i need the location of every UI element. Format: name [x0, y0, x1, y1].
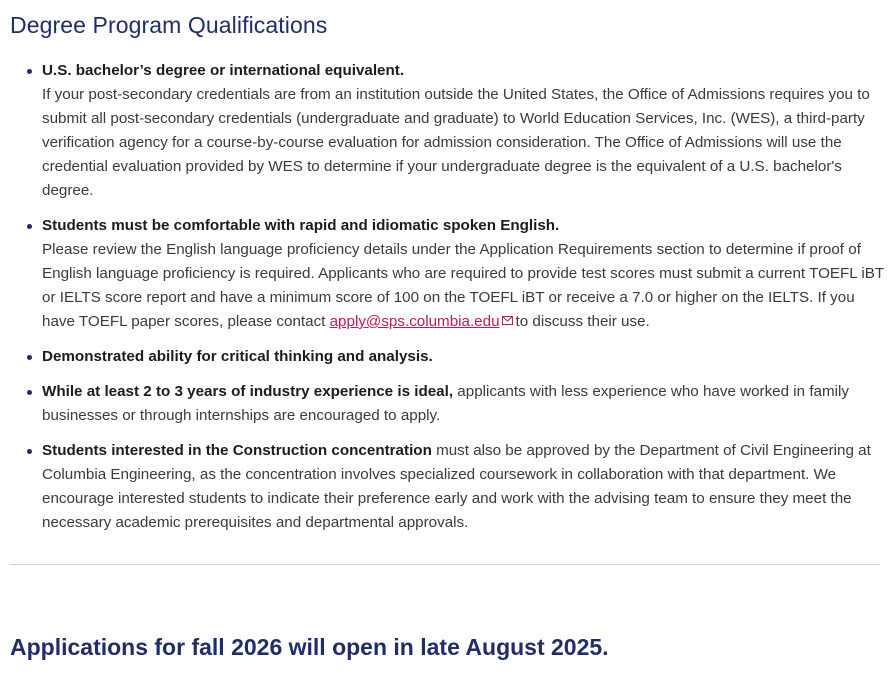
apply-email-link[interactable]: apply@sps.columbia.edu	[329, 313, 500, 331]
list-item-text: applicants with less experience who have worked in family businesses or through internships are encouraged to apply.	[42, 383, 849, 425]
qualifications-list	[10, 59, 884, 546]
list-item-text: Please review the English language proficiency details under the Application Requirements section to determine if proof of English language proficiency is required. Applicants who are required to provide test scores must submit a current TOEFL iBT or IELTS score report and have a minimum score of 100 on the TOEFL iBT or receive a 7.0 or higher on the IELTS. If you have TOEFL paper scores, please contact	[42, 241, 884, 331]
list-item-bachelors-degree	[42, 59, 884, 203]
list-item-text-after: to discuss their use.	[515, 313, 650, 331]
list-item-heading: Demonstrated ability for critical thinking and analysis.	[42, 348, 433, 366]
list-item-heading: While at least 2 to 3 years of industry experience is ideal,	[42, 383, 454, 401]
list-item-heading: U.S. bachelor’s degree or international equivalent.	[42, 62, 405, 79]
list-item-industry-experience	[42, 380, 884, 428]
list-item-text: If your post-secondary credentials are from an institution outside the United States, the Office of Admissions requires you to submit all post-secondary credentials (undergraduate and graduate) to World Education Services, Inc. (WES), a third-party verification agency for a course-by-course evaluation for admission consideration. The Office of Admissions will use the credential evaluation provided by WES to determine if your undergraduate degree is the equivalent of a U.S. bachelor's degree.	[42, 86, 870, 199]
envelope-icon	[502, 309, 513, 333]
section-title: Degree Program Qualifications	[10, 12, 328, 38]
list-item-heading: Students must be comfortable with rapid and idiomatic spoken English.	[42, 217, 560, 234]
list-item-text: must also be approved by the Department of Civil Engineering at Columbia Engineering, as the concentration involves specialized coursework in collaboration with that department. We encourage interested students to indicate their preference early and work with the advising team to ensure they meet the necessary academic prerequisites and departmental approvals.	[42, 442, 871, 532]
applications-announcement: Applications for fall 2026 will open in late August 2025.	[10, 634, 609, 660]
section-divider	[10, 564, 880, 565]
list-item-critical-thinking	[42, 345, 884, 369]
list-item-english-proficiency	[42, 214, 884, 334]
list-item-heading: Students interested in the Construction concentration	[42, 442, 432, 460]
list-item-construction-concentration	[42, 439, 884, 535]
